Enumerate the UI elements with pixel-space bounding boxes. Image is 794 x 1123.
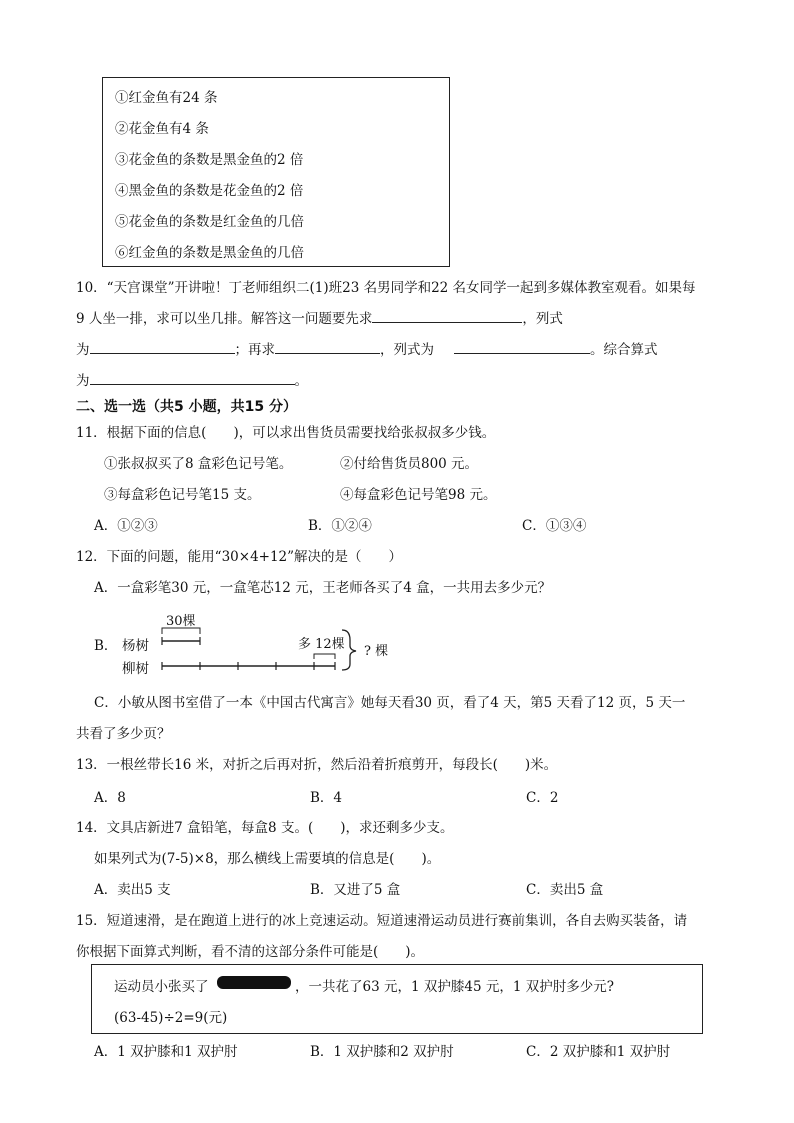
- q14-option-b[interactable]: B．又进了5 盒: [310, 882, 401, 898]
- q10-text: ；再求: [234, 342, 275, 358]
- condition-item: ①红金鱼有24 条: [115, 90, 218, 106]
- q13-option-b[interactable]: B．4: [310, 790, 343, 806]
- q12-stem: 12．下面的问题，能用“30×4+12”解决的是（ ）: [76, 549, 403, 565]
- q14-stem: 14．文具店新进7 盒铅笔，每盒8 支。( )，求还剩多少支。: [76, 820, 454, 836]
- q14-sub: 如果列式为(7-5)×8，那么横线上需要填的信息是( )。: [94, 851, 441, 867]
- q12-option-a[interactable]: A．一盒彩笔30 元，一盒笔芯12 元，王老师各买了4 盒，一共用去多少元？: [94, 580, 552, 596]
- q11-info: ④每盒彩色记号笔98 元。: [340, 487, 497, 503]
- section-heading: 二、选一选（共5 小题，共15 分）: [76, 399, 297, 415]
- q13-option-c[interactable]: C．2: [526, 790, 559, 806]
- q11-option-a[interactable]: A．①②③: [94, 518, 158, 534]
- q15-option-b[interactable]: B．1 双护膝和2 双护肘: [310, 1044, 454, 1060]
- diagram-top-label: 30棵: [166, 614, 196, 629]
- diagram-more-label: 多 12棵: [298, 637, 345, 652]
- tree-line-diagram: [150, 620, 365, 672]
- q11-info: ②付给售货员800 元。: [340, 456, 479, 472]
- answer-blank[interactable]: [90, 370, 295, 385]
- diagram-row-label: 杨树: [122, 638, 149, 654]
- q10-line2: [76, 307, 563, 327]
- condition-item: ③花金鱼的条数是黑金鱼的2 倍: [115, 152, 304, 168]
- q15-option-c[interactable]: C．2 双护膝和1 双护肘: [526, 1044, 671, 1060]
- q15-box-text: 运动员小张买了: [114, 979, 209, 995]
- q11-stem: 11．根据下面的信息( )，可以求出售货员需要找给张叔叔多少钱。: [76, 425, 496, 441]
- q11-info: ①张叔叔买了8 盒彩色记号笔。: [104, 456, 293, 472]
- answer-blank[interactable]: [90, 339, 235, 354]
- condition-item: ⑥红金鱼的条数是黑金鱼的几倍: [115, 245, 304, 261]
- q13-option-a[interactable]: A．8: [94, 790, 126, 806]
- q10-line1: 10．“天宫课堂”开讲啦！丁老师组织二(1)班23 名男同学和22 名女同学一起到多媒体教室观看。如果每: [76, 280, 696, 296]
- redacted-mark: [217, 976, 291, 989]
- brace-30: [162, 628, 200, 634]
- q14-option-a[interactable]: A．卖出5 支: [94, 882, 171, 898]
- brace-12: [314, 654, 335, 659]
- q15-stem-line1: 15．短道速滑，是在跑道上进行的冰上竞速运动。短道速滑运动员进行赛前集训，各自去购买装备，请: [76, 913, 688, 929]
- answer-blank[interactable]: [275, 339, 380, 354]
- q15-box-text: ，一共花了63 元，1 双护膝45 元，1 双护肘多少元?: [295, 979, 614, 995]
- q11-option-b[interactable]: B．①②④: [308, 518, 372, 534]
- total-brace: [342, 630, 356, 670]
- q10-text: 为: [76, 373, 90, 389]
- q10-text: 。综合算式: [590, 342, 658, 358]
- q11-info: ③每盒彩色记号笔15 支。: [104, 487, 261, 503]
- q10-text: ，列式为: [380, 342, 434, 358]
- q10-line4: [76, 369, 308, 389]
- q10-line3: [76, 338, 658, 358]
- answer-blank[interactable]: [454, 339, 590, 354]
- q12-option-b[interactable]: B．: [94, 638, 118, 654]
- condition-item: ②花金鱼有4 条: [115, 121, 209, 137]
- q15-stem-line2: 你根据下面算式判断，看不清的这部分条件可能是( )。: [76, 944, 425, 960]
- diagram-question: ? 棵: [364, 644, 389, 659]
- q13-stem: 13．一根丝带长16 米，对折之后再对折，然后沿着折痕剪开，每段长( )米。: [76, 757, 558, 773]
- q12-option-c-cont: 共看了多少页？: [76, 726, 171, 742]
- diagram-row-label: 柳树: [122, 661, 149, 677]
- q10-text: ，列式: [522, 311, 563, 327]
- conditions-box: [102, 77, 450, 267]
- answer-blank[interactable]: [372, 308, 522, 323]
- q15-box-formula: (63-45)÷2=9(元): [114, 1010, 228, 1026]
- q12-option-c[interactable]: C．小敏从图书室借了一本《中国古代寓言》她每天看30 页，看了4 天，第5 天看了12 页，5 天一: [94, 695, 686, 711]
- condition-item: ④黑金鱼的条数是花金鱼的2 倍: [115, 183, 304, 199]
- q15-option-a[interactable]: A．1 双护膝和1 双护肘: [94, 1044, 238, 1060]
- q14-option-c[interactable]: C．卖出5 盒: [526, 882, 604, 898]
- q15-problem-box: [91, 964, 703, 1034]
- q10-text: 为: [76, 342, 90, 358]
- q11-option-c[interactable]: C．①③④: [522, 518, 587, 534]
- condition-item: ⑤花金鱼的条数是红金鱼的几倍: [115, 214, 304, 230]
- q10-text: 。: [294, 373, 308, 389]
- q10-text: 9 人坐一排，求可以坐几排。解答这一问题要先求: [76, 311, 373, 327]
